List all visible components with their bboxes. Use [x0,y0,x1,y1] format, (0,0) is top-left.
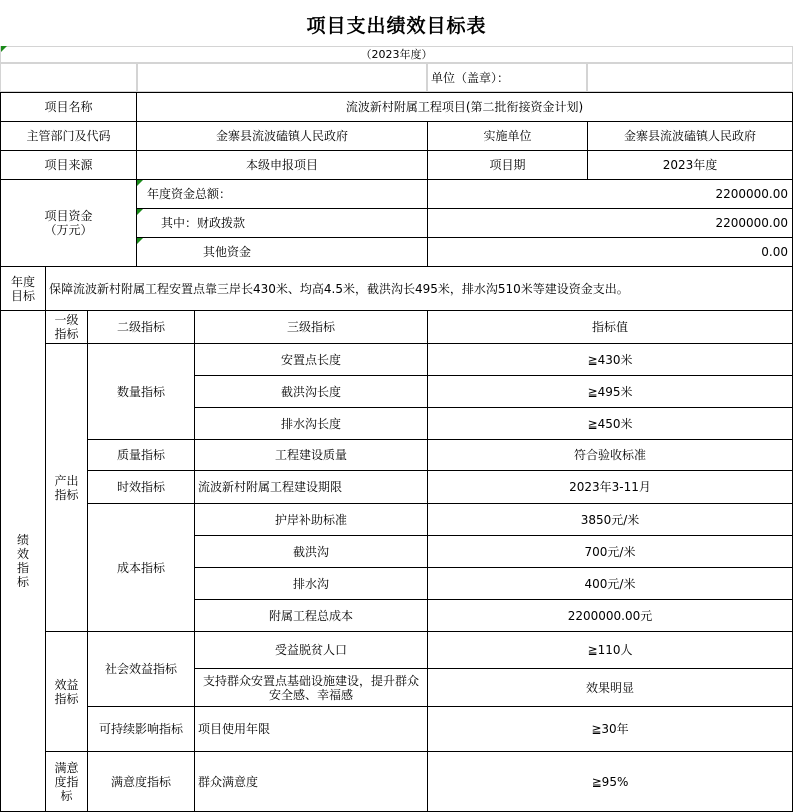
social-benefit-indicator: 社会效益指标 [87,631,195,707]
satisfaction-label-line3: 标 [60,788,73,803]
header-value: 指标值 [427,310,793,344]
l3-cell: 流波新村附属工程建设期限 [194,470,428,504]
value-cell: ≧95% [427,751,793,812]
annual-goal-label-line1: 年度 [10,274,35,289]
cell-marker-icon [137,180,143,186]
funds-other-value: 0.00 [427,237,793,267]
perf-main-char: 指 [16,561,29,575]
project-name-label: 项目名称 [0,92,137,122]
sustain-indicator: 可持续影响指标 [87,706,195,752]
unit-label: 单位（盖章）： [427,63,587,92]
source-label: 项目来源 [0,150,137,180]
funds-label [0,179,137,267]
cell-marker-icon [137,238,143,244]
l3-cell: 附属工程总成本 [194,599,428,632]
l3-cell: 排水沟长度 [194,407,428,440]
funds-total-value: 2200000.00 [427,179,793,209]
value-cell: 符合验收标准 [427,439,793,471]
period-label: 项目期 [427,150,588,180]
output-indicator-label [45,343,88,632]
dept-value: 金寨县流波磕镇人民政府 [136,121,428,151]
value-cell: ≧450米 [427,407,793,440]
timeliness-indicator: 时效指标 [87,470,195,504]
l3-cell: 工程建设质量 [194,439,428,471]
satisfaction-indicator-label [45,751,88,812]
l3-cell: 支持群众安置点基础设施建设，提升群众安全感、幸福感 [194,668,428,707]
perf-main-label [0,310,46,812]
benefit-label-line2: 指标 [54,691,79,706]
value-cell: ≧110人 [427,631,793,669]
funds-other-label: 其他资金 [136,237,428,267]
value-cell: 700元/米 [427,535,793,568]
quality-indicator: 质量指标 [87,439,195,471]
project-name-value: 流波新村附属工程项目(第二批衔接资金计划) [136,92,793,122]
header-l3: 三级指标 [194,310,428,344]
cell-marker-icon [1,46,7,52]
blank-cell [0,63,137,92]
value-cell: 效果明显 [427,668,793,707]
dept-label: 主管部门及代码 [0,121,137,151]
value-cell: 2200000.00元 [427,599,793,632]
period-value: 2023年度 [587,150,793,180]
annual-goal-label-line2: 目标 [10,288,35,303]
l3-cell: 受益脱贫人口 [194,631,428,669]
satisfaction-label-line1: 满意 [54,760,79,775]
funds-fiscal-label: 其中：财政拨款 [136,208,428,238]
perf-main-char: 绩 [16,533,29,547]
funds-label-line2: （万元） [44,223,93,237]
l3-cell: 项目使用年限 [194,706,428,752]
header-l1-line1: 一级 [54,313,79,327]
perf-main-char: 效 [16,547,29,561]
benefit-indicator-label [45,631,88,752]
output-label-line2: 指标 [54,487,79,502]
funds-label-line1: 项目资金 [44,209,93,223]
satisfaction-label-line2: 度指 [54,774,79,789]
value-cell: ≧430米 [427,343,793,376]
header-l1-line2: 指标 [54,327,79,341]
annual-goal-label [0,266,46,311]
value-cell: 3850元/米 [427,503,793,536]
benefit-label-line1: 效益 [54,677,79,692]
annual-goal-text: 保障流波新村附属工程安置点靠三岸长430米、均高4.5米，截洪沟长495米，排水沟510米等建设资金支出。 [45,266,793,311]
unit-value[interactable] [587,63,793,92]
value-cell: 2023年3-11月 [427,470,793,504]
value-cell: 400元/米 [427,567,793,600]
satisfaction-l2-indicator: 满意度指标 [87,751,195,812]
cell-marker-icon [137,209,143,215]
perf-main-char: 标 [16,575,29,589]
l3-cell: 截洪沟 [194,535,428,568]
funds-total-label: 年度资金总额： [136,179,428,209]
value-cell: ≧30年 [427,706,793,752]
l3-cell: 排水沟 [194,567,428,600]
funds-fiscal-value: 2200000.00 [427,208,793,238]
l3-cell: 护岸补助标准 [194,503,428,536]
header-l1 [45,310,88,344]
source-value: 本级申报项目 [136,150,428,180]
impl-label: 实施单位 [427,121,588,151]
header-l2: 二级指标 [87,310,195,344]
cost-indicator: 成本指标 [87,503,195,632]
l3-cell: 截洪沟长度 [194,375,428,408]
output-label-line1: 产出 [54,473,79,488]
blank-cell [137,63,427,92]
year-note: （2023年度） [0,46,793,63]
l3-cell: 群众满意度 [194,751,428,812]
impl-value: 金寨县流波磕镇人民政府 [587,121,793,151]
form-title: 项目支出绩效目标表 [306,14,487,37]
quantity-indicator: 数量指标 [87,343,195,440]
l3-cell: 安置点长度 [194,343,428,376]
value-cell: ≧495米 [427,375,793,408]
